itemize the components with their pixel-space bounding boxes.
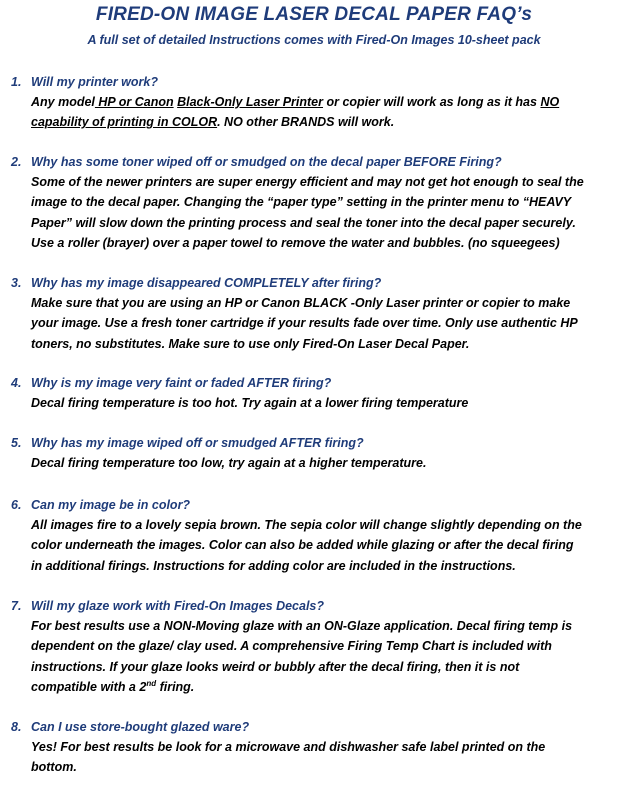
answer-line: in additional firings. Instructions for adding color are included in the instructions. [31,558,516,573]
answer-line [31,112,621,132]
answer-line: Paper” will slow down the printing process and seal the toner into the decal paper securely. [31,215,576,230]
ordinal-suffix: nd [146,678,157,688]
answer-line: Make sure that you are using an HP or Canon BLACK -Only Laser printer or copier to make [31,296,571,310]
faq-question [11,495,611,515]
faq-number: 7. [11,599,22,613]
faq-number: 1. [11,75,22,89]
answer-line [31,677,621,697]
faq-answer [31,393,621,413]
answer-line: toners, no substitutes. Make sure to use only Fired-On Laser Decal Paper. [31,336,470,351]
answer-line: your image. Use a fresh toner cartridge if your results fade over time. Only use authentic HP [31,316,578,331]
answer-line: dependent on the glaze/ clay used. A comprehensive Firing Temp Chart is included with [31,639,552,654]
answer-line: instructions. If your glaze looks weird or bubbly after the decal firing, then it is not [31,659,520,674]
faq-question-text: Will my glaze work with Fired-On Images Decals? [31,599,325,613]
faq-question-text: Will my printer work? [31,75,158,89]
faq-number: 8. [11,720,22,734]
faq-answer [31,293,621,354]
faq-question [11,273,611,293]
answer-underlined: capability of printing in COLOR [31,115,218,130]
answer-line [31,92,621,112]
answer-text: or copier will work as long as it has [323,95,541,109]
faq-number: 6. [11,498,22,512]
answer-text: compatible with a 2 [31,679,147,694]
faq-answer [31,737,621,778]
page-subtitle: A full set of detailed Instructions comes with Fired-On Images 10-sheet pack [87,33,541,47]
answer-text: firing. [156,679,195,694]
answer-line: Decal firing temperature is too hot. Try again at a lower firing temperature [31,396,469,410]
answer-underlined: NO [540,95,560,109]
faq-question [11,433,611,453]
answer-underlined: Black-Only Laser Printer [177,95,324,109]
faq-question-text: Why is my image very faint or faded AFTER firing? [31,376,332,390]
faq-answer [31,515,621,576]
faq-answer [31,172,621,253]
answer-text: Any model [31,95,95,109]
faq-answer [31,616,621,697]
faq-question [11,72,611,92]
faq-question [11,373,611,393]
faq-question-text: Can my image be in color? [31,498,191,512]
answer-line: bottom. [31,760,77,775]
answer-underlined: HP or Canon [94,95,174,109]
faq-number: 3. [11,276,22,290]
faq-question-text: Why has some toner wiped off or smudged on the decal paper BEFORE Firing? [31,155,502,169]
answer-text: . NO other BRANDS will work. [217,115,395,130]
faq-number: 4. [11,376,22,390]
answer-line: Use a roller (brayer) over a paper towel to remove the water and bubbles. (no squeegees) [31,235,560,250]
faq-question [11,152,611,172]
faq-question-text: Can I use store-bought glazed ware? [31,720,250,734]
answer-line: For best results use a NON-Moving glaze with an ON-Glaze application. Decal firing temp is [31,619,573,633]
faq-question-text: Why has my image disappeared COMPLETELY after firing? [31,276,382,290]
page-title: FIRED-ON IMAGE LASER DECAL PAPER FAQ’s [95,4,533,25]
faq-question-text: Why has my image wiped off or smudged AFTER firing? [31,436,364,450]
answer-line: All images fire to a lovely sepia brown. The sepia color will change slightly depending on the [31,518,582,532]
faq-number: 2. [11,155,22,169]
answer-line: color underneath the images. Color can also be added while glazing or after the decal firing [31,538,574,553]
faq-question [11,717,611,737]
answer-line: Decal firing temperature too low, try again at a higher temperature. [31,456,427,470]
faq-number: 5. [11,436,22,450]
answer-line: image to the decal paper. Changing the “paper type” setting in the printer menu to “HEAVY [31,195,572,210]
answer-line: Yes! For best results be look for a microwave and dishwasher safe label printed on the [31,740,546,754]
answer-line: Some of the newer printers are super energy efficient and may not get hot enough to seal the [31,175,584,189]
faq-answer [31,453,621,473]
faq-question [11,596,611,616]
faq-answer [31,92,621,133]
